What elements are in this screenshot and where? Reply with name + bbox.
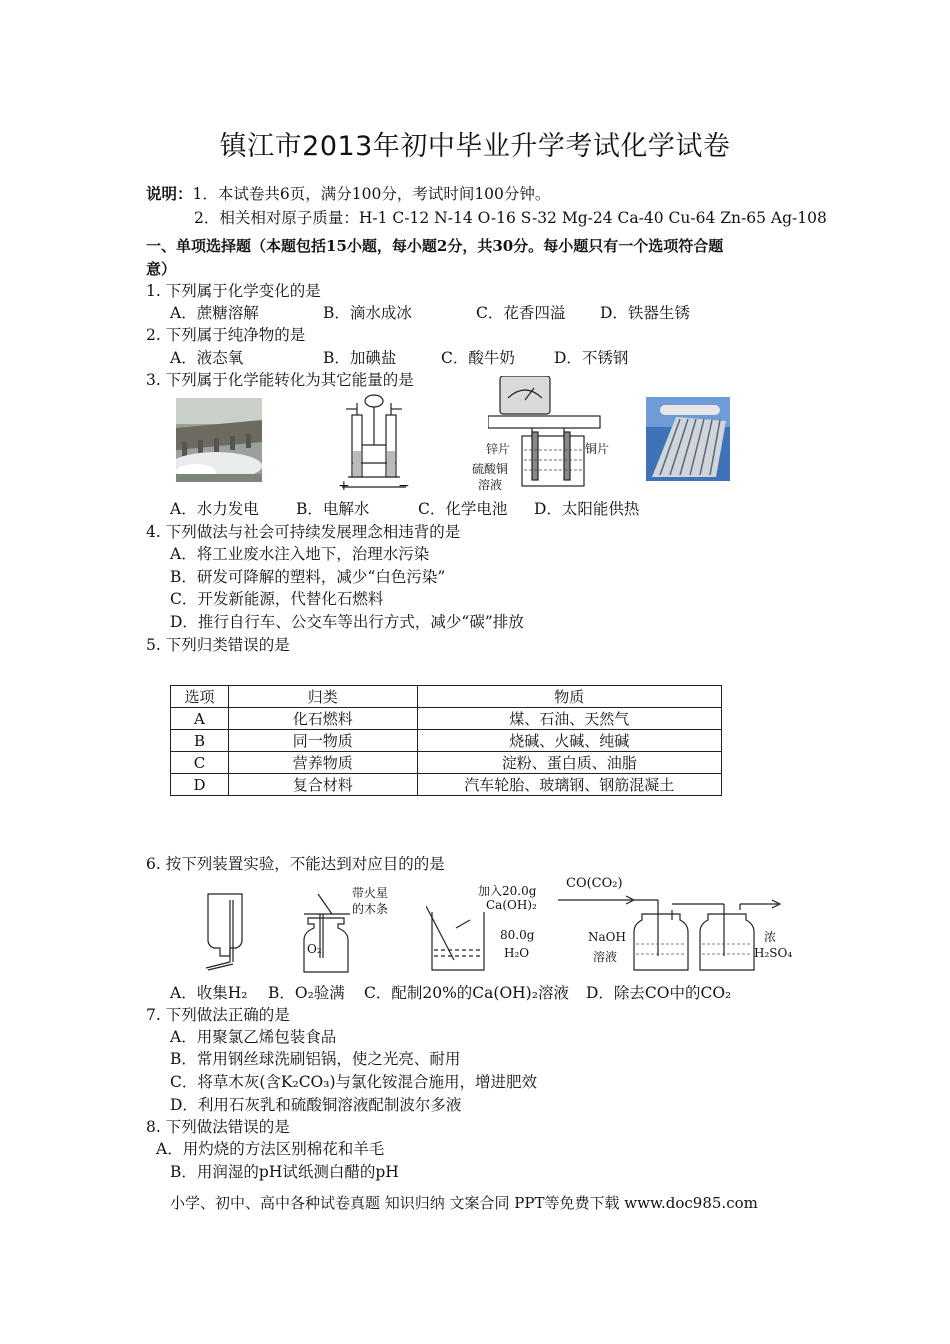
naoh-label: NaOH bbox=[588, 930, 626, 944]
q7-option-d: D．利用石灰乳和硫酸铜溶液配制波尔多液 bbox=[170, 1096, 462, 1114]
zinc-label: 锌片 bbox=[486, 442, 511, 456]
table-cell: 营养物质 bbox=[228, 752, 417, 774]
q6-option-c: C．配制20%的Ca(OH)₂溶液 bbox=[364, 984, 569, 1002]
calcium-hydroxide-label: Ca(OH)₂ bbox=[486, 898, 537, 912]
oxygen-label: O₂ bbox=[307, 942, 322, 956]
q6-stem: 6. 按下列装置实验，不能达到对应目的的是 bbox=[146, 855, 445, 873]
q5-stem: 5. 下列归类错误的是 bbox=[146, 636, 290, 654]
table-cell: 淀粉、蛋白质、油脂 bbox=[417, 752, 721, 774]
water-label: H₂O bbox=[504, 946, 530, 960]
table-cell: 复合材料 bbox=[228, 774, 417, 796]
footer-text: 小学、初中、高中各种试卷真题 知识归纳 文案合同 PPT等免费下载 www.doc985.com bbox=[170, 1194, 758, 1212]
q3-option-d: D．太阳能供热 bbox=[534, 500, 640, 518]
copper-label: 铜片 bbox=[585, 442, 610, 456]
table-cell: 同一物质 bbox=[228, 730, 417, 752]
q6-option-d: D．除去CO中的CO₂ bbox=[586, 984, 732, 1002]
table-header-row bbox=[171, 686, 722, 708]
table-header: 选项 bbox=[171, 686, 229, 708]
q7-stem: 7. 下列做法正确的是 bbox=[146, 1006, 290, 1024]
q8-stem: 8. 下列做法错误的是 bbox=[146, 1118, 290, 1136]
q1-option-d: D．铁器生锈 bbox=[600, 304, 690, 322]
splint-label-2: 的木条 bbox=[352, 902, 389, 916]
table-row bbox=[171, 774, 722, 796]
q6-option-a: A．收集H₂ bbox=[170, 984, 248, 1002]
add-mass-label: 加入20.0g bbox=[478, 884, 537, 898]
concentrated-label: 浓 bbox=[764, 930, 777, 944]
sulfuric-acid-label: H₂SO₄ bbox=[754, 946, 793, 960]
section-heading: 一、单项选择题（本题包括15小题，每小题2分，共30分。每小题只有一个选项符合题 bbox=[146, 237, 724, 255]
q6-option-b: B．O₂验满 bbox=[268, 984, 345, 1002]
table-cell: A bbox=[171, 708, 229, 730]
q8-option-b: B．用润湿的pH试纸测白醋的pH bbox=[170, 1163, 399, 1181]
q4-option-d: D．推行自行车、公交车等出行方式，减少“碳”排放 bbox=[170, 613, 524, 631]
q1-option-b: B．滴水成冰 bbox=[323, 304, 412, 322]
hydro-dam-image bbox=[176, 398, 262, 482]
q3-stem: 3. 下列属于化学能转化为其它能量的是 bbox=[146, 371, 414, 389]
water-mass-label: 80.0g bbox=[500, 928, 535, 942]
notes-label: 说明： bbox=[146, 184, 193, 203]
electrolysis-plus-label: + bbox=[338, 478, 350, 494]
oxygen-test-bottle bbox=[298, 888, 358, 976]
q4-stem: 4. 下列做法与社会可持续发展理念相违背的是 bbox=[146, 523, 461, 541]
notes-line-1 bbox=[146, 184, 550, 204]
q2-option-b: B．加碘盐 bbox=[323, 349, 397, 367]
q4-option-c: C．开发新能源，代替化石燃料 bbox=[170, 590, 384, 608]
gas-mixture-label: CO(CO₂) bbox=[566, 876, 623, 891]
q1-option-a: A．蔗糖溶解 bbox=[170, 304, 259, 322]
q2-stem: 2. 下列属于纯净物的是 bbox=[146, 326, 306, 344]
table-cell: 煤、石油、天然气 bbox=[417, 708, 721, 730]
q3-option-b: B．电解水 bbox=[296, 500, 370, 518]
table-cell: 烧碱、火碱、纯碱 bbox=[417, 730, 721, 752]
solar-heater-image bbox=[646, 397, 730, 481]
classification-table bbox=[170, 685, 722, 796]
notes-text-2: 2．相关相对原子质量：H-1 C-12 N-14 O-16 S-32 Mg-24 Ca-40 Cu-64 Zn-65 Ag-108 bbox=[194, 209, 827, 227]
solution-label-2: 溶液 bbox=[478, 478, 503, 492]
table-header: 归类 bbox=[228, 686, 417, 708]
table-cell: D bbox=[171, 774, 229, 796]
q4-option-b: B．研发可降解的塑料，减少“白色污染” bbox=[170, 568, 446, 586]
q1-stem: 1. 下列属于化学变化的是 bbox=[146, 282, 321, 300]
electrolysis-minus-label: − bbox=[398, 478, 410, 494]
table-cell: C bbox=[171, 752, 229, 774]
splint-label-1: 带火星 bbox=[352, 886, 389, 900]
table-row bbox=[171, 752, 722, 774]
gas-collection-apparatus bbox=[200, 890, 250, 974]
q2-option-a: A．液态氧 bbox=[170, 349, 244, 367]
q7-option-a: A．用聚氯乙烯包装食品 bbox=[170, 1028, 337, 1046]
table-cell: B bbox=[171, 730, 229, 752]
q4-option-a: A．将工业废水注入地下，治理水污染 bbox=[170, 545, 430, 563]
q2-option-d: D．不锈钢 bbox=[554, 349, 629, 367]
table-cell: 化石燃料 bbox=[228, 708, 417, 730]
q2-option-c: C．酸牛奶 bbox=[441, 349, 515, 367]
beaker-apparatus bbox=[426, 904, 492, 976]
notes-text-1: 1．本试卷共6页，满分100分，考试时间100分钟。 bbox=[192, 185, 551, 203]
solution-label-1: 硫酸铜 bbox=[472, 462, 509, 476]
q7-option-b: B．常用钢丝球洗刷铝锅，使之光亮、耐用 bbox=[170, 1050, 461, 1068]
q3-option-a: A．水力发电 bbox=[170, 500, 259, 518]
q8-option-a: A．用灼烧的方法区别棉花和羊毛 bbox=[156, 1140, 385, 1158]
q3-option-c: C．化学电池 bbox=[418, 500, 508, 518]
q1-option-c: C．花香四溢 bbox=[476, 304, 566, 322]
q7-option-c: C．将草木灰(含K₂CO₃)与氯化铵混合施用，增进肥效 bbox=[170, 1073, 538, 1091]
section-heading-cont: 意） bbox=[146, 260, 177, 278]
table-row bbox=[171, 708, 722, 730]
table-row bbox=[171, 730, 722, 752]
naoh-solution-label: 溶液 bbox=[593, 950, 618, 964]
table-cell: 汽车轮胎、玻璃钢、钢筋混凝土 bbox=[417, 774, 721, 796]
page-title: 镇江市2013年初中毕业升学考试化学试卷 bbox=[219, 131, 731, 162]
table-header: 物质 bbox=[417, 686, 721, 708]
